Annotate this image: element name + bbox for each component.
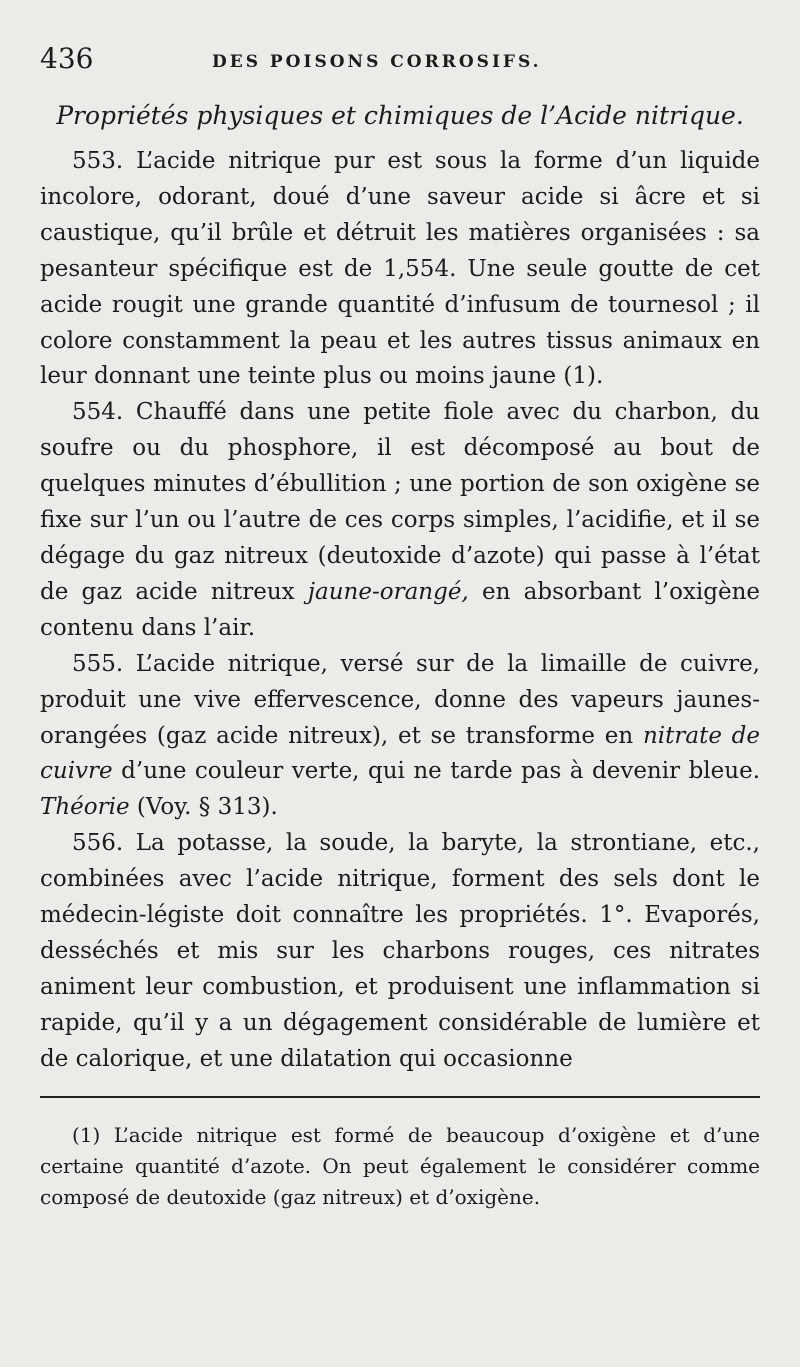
footnote-marker: (1) [72, 1122, 101, 1147]
paragraph-number: 556. [72, 830, 124, 857]
paragraph-553 [40, 144, 760, 395]
paragraph-number: 553. [72, 148, 124, 174]
paragraph-554 [40, 395, 760, 646]
main-text [40, 144, 760, 1078]
running-title: DES POISONS CORROSIFS. [212, 52, 542, 72]
footnotes [40, 1120, 760, 1213]
paragraph-text: (Voy. § 313). [136, 794, 278, 821]
footnote [40, 1120, 760, 1213]
paragraph-text: L’acide nitrique, versé sur de la limaille de cuivre, produit une vive effervescence, donne des vapeurs jaunes-orangées (gaz acide nitreux), et se transforme en [40, 650, 760, 749]
paragraph-number: 555. [72, 650, 124, 677]
page-number: 436 [40, 42, 94, 75]
paragraph-556 [40, 826, 760, 1077]
paragraph-number: 554. [72, 399, 124, 426]
paragraph-text: en absorbant l’oxigène contenu dans l’air. [40, 578, 761, 641]
section-heading: Propriétés physiques et chimiques de l’Acide nitrique. [56, 101, 744, 130]
footnote-text: L’acide nitrique est formé de beaucoup d’oxigène et d’une certaine quantité d’azote. On peut également le considérer comme composé de deutoxide (gaz nitreux) et d’oxigène. [40, 1122, 760, 1209]
paragraph-555 [40, 647, 760, 827]
italic-term: Théorie [40, 794, 130, 821]
running-head [40, 40, 760, 92]
paragraph-text: d’une couleur verte, qui ne tarde pas à devenir bleue. [121, 758, 761, 785]
italic-term: jaune-orangé, [307, 578, 469, 605]
paragraph-text: L’acide nitrique pur est sous la forme d’un liquide incolore, odorant, doué d’une saveur acide si âcre et si caustique, qu’il brûle et détruit les matières organisées : sa pesanteur spécifique est de 1,554. Une seule goutte de cet acide rougit une grande quantité d’infusum de tournesol ; il colore constamment la peau et les autres tissus animaux en leur donnant une teinte plus ou moins jaune (1). [40, 148, 761, 390]
italic-term: nitrate de cuivre [40, 722, 760, 785]
footnote-rule [40, 1096, 760, 1098]
paragraph-text: Chauffé dans une petite fiole avec du charbon, du soufre ou du phosphore, il est décomposé au bout de quelques minutes d’ébullition ; une portion de son oxigène se fixe sur l’un ou l’autre de ces corps simples, l’acidifie, et il se dégage du gaz nitreux (deutoxide d’azote) qui passe à l’état de gaz acide nitreux [40, 399, 760, 605]
paragraph-text: La potasse, la soude, la baryte, la strontiane, etc., combinées avec l’acide nitrique, forment des sels dont le médecin-légiste doit connaître les propriétés. 1°. Evaporés, desséchés et mis sur les charbons rouges, ces nitrates animent leur combustion, et produisent une inflammation si rapide, qu’il y a un dégagement considérable de lumière et de calorique, et une dilatation qui occasionne [40, 830, 760, 1072]
